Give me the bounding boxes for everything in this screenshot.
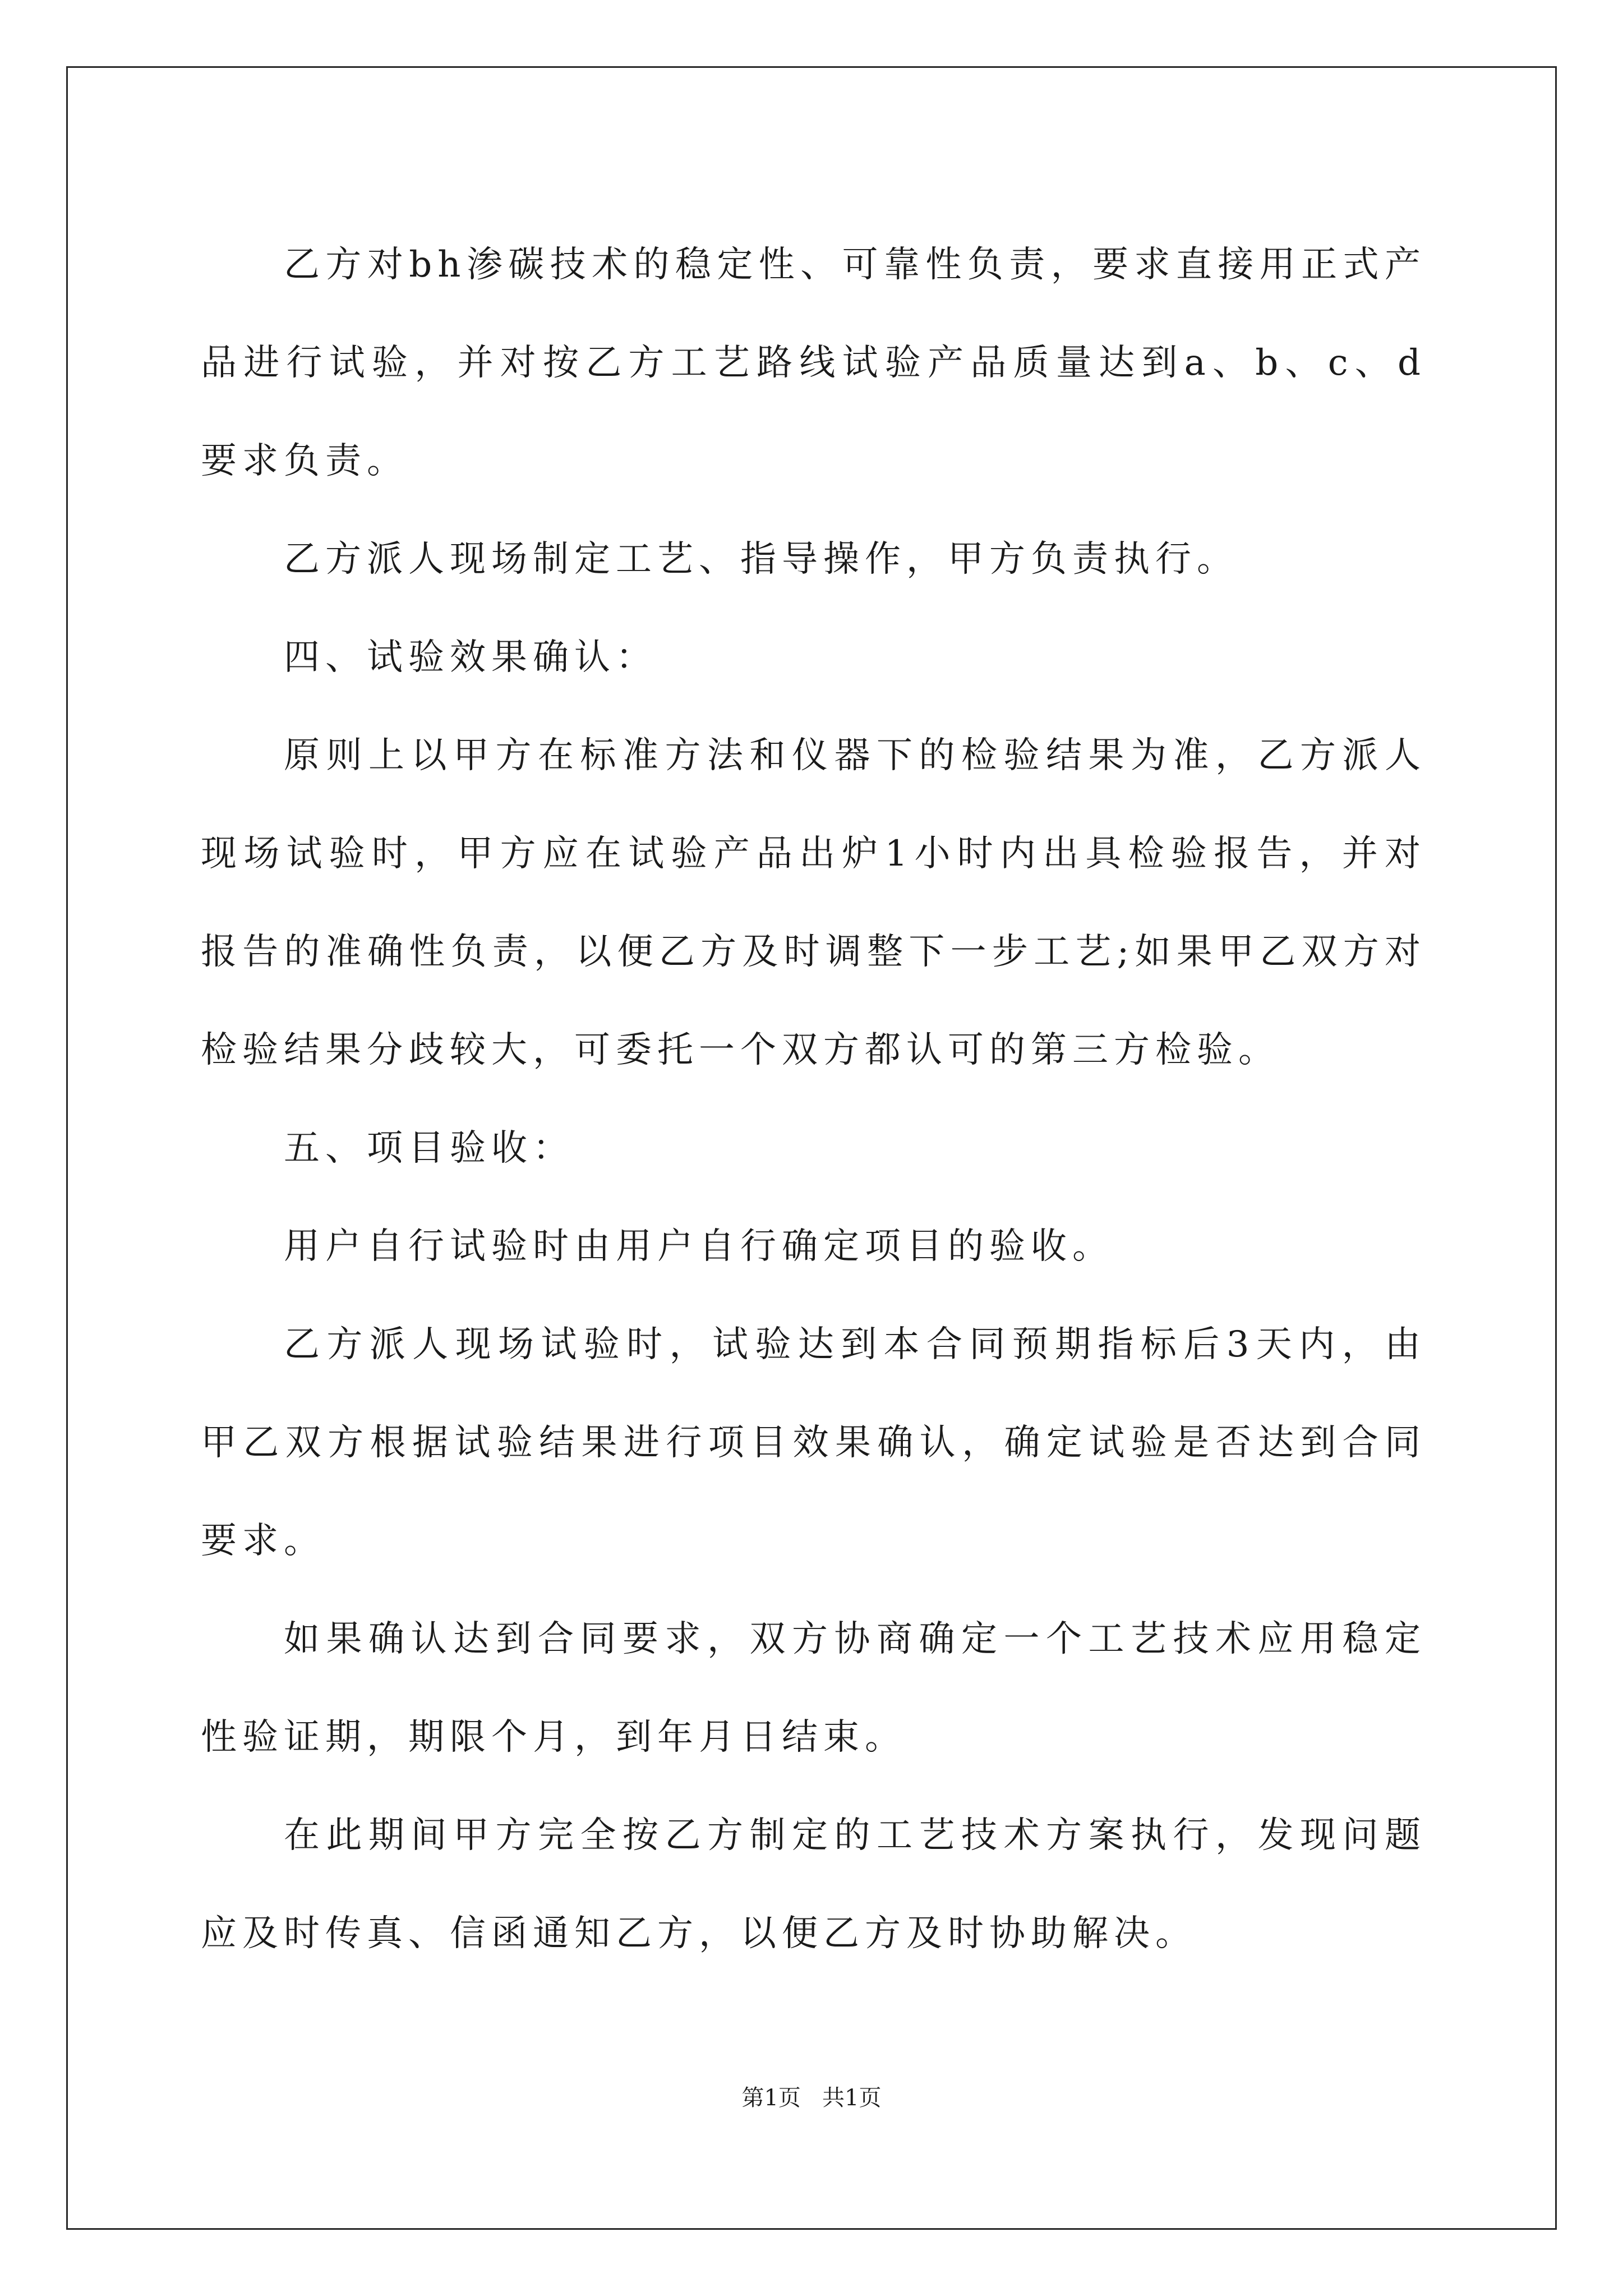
paragraph-2: 乙方派人现场制定工艺、指导操作，甲方负责执行。	[284, 539, 1238, 580]
document-body	[201, 216, 1426, 1983]
section-heading-5: 五、项目验收：	[284, 1128, 574, 1169]
paragraph-6: 如果确认达到合同要求，双方协商确定一个工艺技术应用稳定性验证期，期限个月，到年月日结束。	[201, 1618, 1426, 1758]
section-heading-4: 四、试验效果确认：	[284, 637, 657, 678]
paragraph-7: 在此期间甲方完全按乙方制定的工艺技术方案执行，发现问题应及时传真、信函通知乙方，以便乙方及时协助解决。	[201, 1815, 1426, 1954]
paragraph-4: 用户自行试验时由用户自行确定项目的验收。	[284, 1226, 1114, 1267]
paragraph-1: 乙方对bh渗碳技术的稳定性、可靠性负责，要求直接用正式产品进行试验，并对按乙方工艺路线试验产品质量达到a、b、c、d要求负责。	[201, 244, 1426, 482]
page-number-footer: 第1页 共1页	[741, 2085, 882, 2111]
paragraph-3: 原则上以甲方在标准方法和仪器下的检验结果为准，乙方派人现场试验时，甲方应在试验产品出炉1小时内出具检验报告，并对报告的准确性负责，以便乙方及时调整下一步工艺;如果甲乙双方对检验结果分歧较大，可委托一个双方都认可的第三方检验。	[201, 735, 1426, 1071]
paragraph-5: 乙方派人现场试验时，试验达到本合同预期指标后3天内，由甲乙双方根据试验结果进行项目效果确认，确定试验是否达到合同要求。	[201, 1324, 1426, 1562]
